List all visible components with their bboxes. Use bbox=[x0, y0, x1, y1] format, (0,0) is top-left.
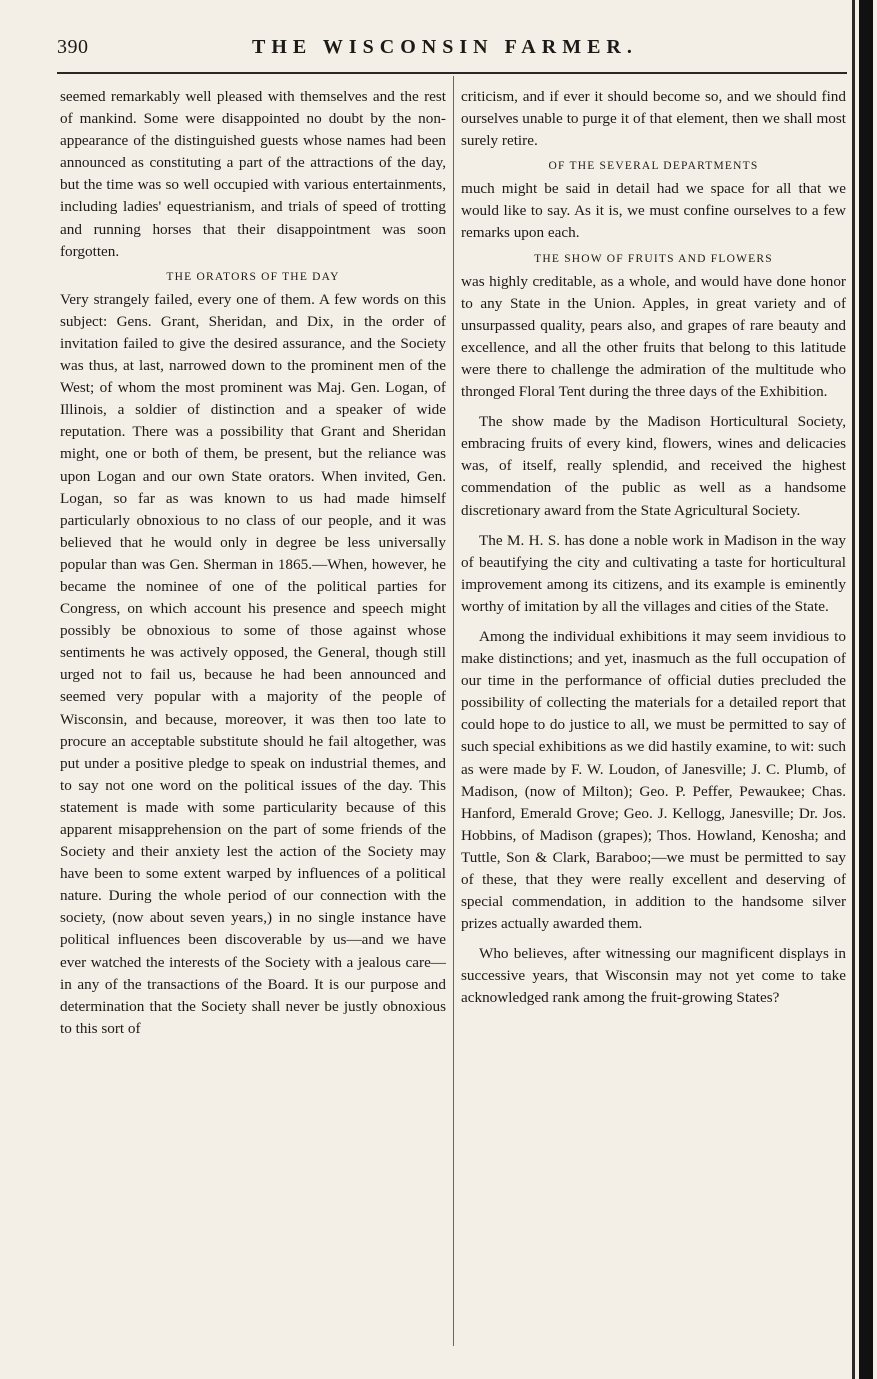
right-column bbox=[461, 86, 846, 1010]
paragraph: Who believes, after witnessing our magnificent displays in successive years, that Wisconsin may not yet come to take acknowledged rank among the fruit-growing States? bbox=[461, 945, 846, 1007]
paragraph: seemed remarkably well pleased with themselves and the rest of mankind. Some were disappointed no doubt by the non-appearance of the distinguished guests whose names had been announced as constituting a part of the attractions of the day, but the time was so well occupied with various entertainments, including ladies' equestrianism, and trials of speed of trotting and running horses that their disappointment was soon forgotten. bbox=[60, 88, 446, 260]
paragraph: Among the individual exhibitions it may seem invidious to make distinctions; and yet, inasmuch as the full occupation of our time in the performance of official duties precluded the possibility of collecting the materials for a detailed report that could hope to do justice to all, we must be permitted to say of such special exhibitions as we did hastily examine, to wit: such as were made by F. W. Loudon, of Janesville; J. C. Plumb, of Madison, (now of Milton); Geo. P. Peffer, Pewaukee; Chas. Hanford, Emerald Grove; Geo. J. Kellogg, Janesville; Dr. Jos. Hobbins, of Madison (grapes); Thos. Howland, Kenosha; and Tuttle, Son & Clark, Baraboo;—we must be permitted to say of these, that they were really excellent and deserving of special commendation, in addition to the handsome silver prizes actually awarded them. bbox=[461, 627, 846, 933]
section-heading: THE ORATORS OF THE DAY bbox=[166, 270, 340, 283]
paragraph: The M. H. S. has done a noble work in Madison in the way of beautifying the city and cultivating a taste for horticultural improvement among its citizens, and its example is eminently worthy of imitation by all the villages and cities of the State. bbox=[461, 531, 846, 615]
paragraph: was highly creditable, as a whole, and would have done honor to any State in the Union. Apples, in great variety and of unsurpassed quality, pears also, and grapes of rare beauty and excellence, and all the other fruits that belong to this latitude were there to challenge the admiration of the multitude who thronged Floral Tent during the three days of the Exhibition. bbox=[461, 272, 846, 401]
section-heading: OF THE SEVERAL DEPARTMENTS bbox=[548, 160, 759, 173]
page-header bbox=[57, 36, 827, 66]
page-number: 390 bbox=[57, 36, 89, 58]
section-heading: THE SHOW OF FRUITS AND FLOWERS bbox=[534, 252, 773, 265]
journal-title: THE WISCONSIN FARMER. bbox=[252, 36, 638, 58]
page-edge-shadow bbox=[852, 0, 855, 1379]
binding-edge bbox=[859, 0, 873, 1379]
left-column bbox=[60, 86, 446, 1040]
paragraph: The show made by the Madison Horticultural Society, embracing fruits of every kind, flowers, wines and delicacies was, of itself, really splendid, and received the highest commendation of the public as well as a handsome discretionary award from the State Agricultural Society. bbox=[461, 413, 846, 519]
paragraph: Very strangely failed, every one of them. A few words on this subject: Gens. Grant, Sheridan, and Dix, in the order of invitation failed to give the desired assurance, and the Society was thus, at last, narrowed down to the prominent men of the West; of whom the most prominent was Maj. Gen. Logan, of Illinois, a soldier of distinction and a speaker of wide reputation. There was a possibility that Grant and Sheridan might, one or both of them, be present, but the reliance was upon Logan and our own State orators. When invited, Gen. Logan, so far as was known to us had made himself particularly obnoxious to no class of our people, and it was believed that he would only in degree be less universally popular than was Gen. Sherman in 1865.—When, however, he became the nominee of one of the political parties for Congress, on which account his presence and speech might possibly be obnoxious to some of those against whose sentiments he was actively opposed, the General, though still urged not to fail us, because he had been announced and seemed very popular with a majority of the people of Wisconsin, and because, moreover, it was then too late to procure an acceptable substitute should he fail altogether, was put under a positive pledge to speak on industrial themes, and to say not one word on the political issues of the day. This statement is made with some particularity because of this apparent misapprehension on the part of some friends of the Society and their anxiety lest the action of the Society may have been to some extent warped by influences of a political nature. During the whole period of our connection with the society, (now about seven years,) in no single instance have political influences been discoverable by us—and we have ever watched the interests of the Society with a jealous care—in any of the transactions of the Board. It is our purpose and determination that the Society shall never be justly obnoxious to this sort of bbox=[60, 290, 446, 1037]
paragraph: criticism, and if ever it should become so, and we should find ourselves unable to purge it of that element, then we shall most surely retire. bbox=[461, 88, 846, 150]
column-divider bbox=[453, 76, 454, 1346]
paragraph: much might be said in detail had we space for all that we would like to say. As it is, we must confine ourselves to a few remarks upon each. bbox=[461, 180, 846, 242]
header-rule bbox=[57, 72, 847, 74]
